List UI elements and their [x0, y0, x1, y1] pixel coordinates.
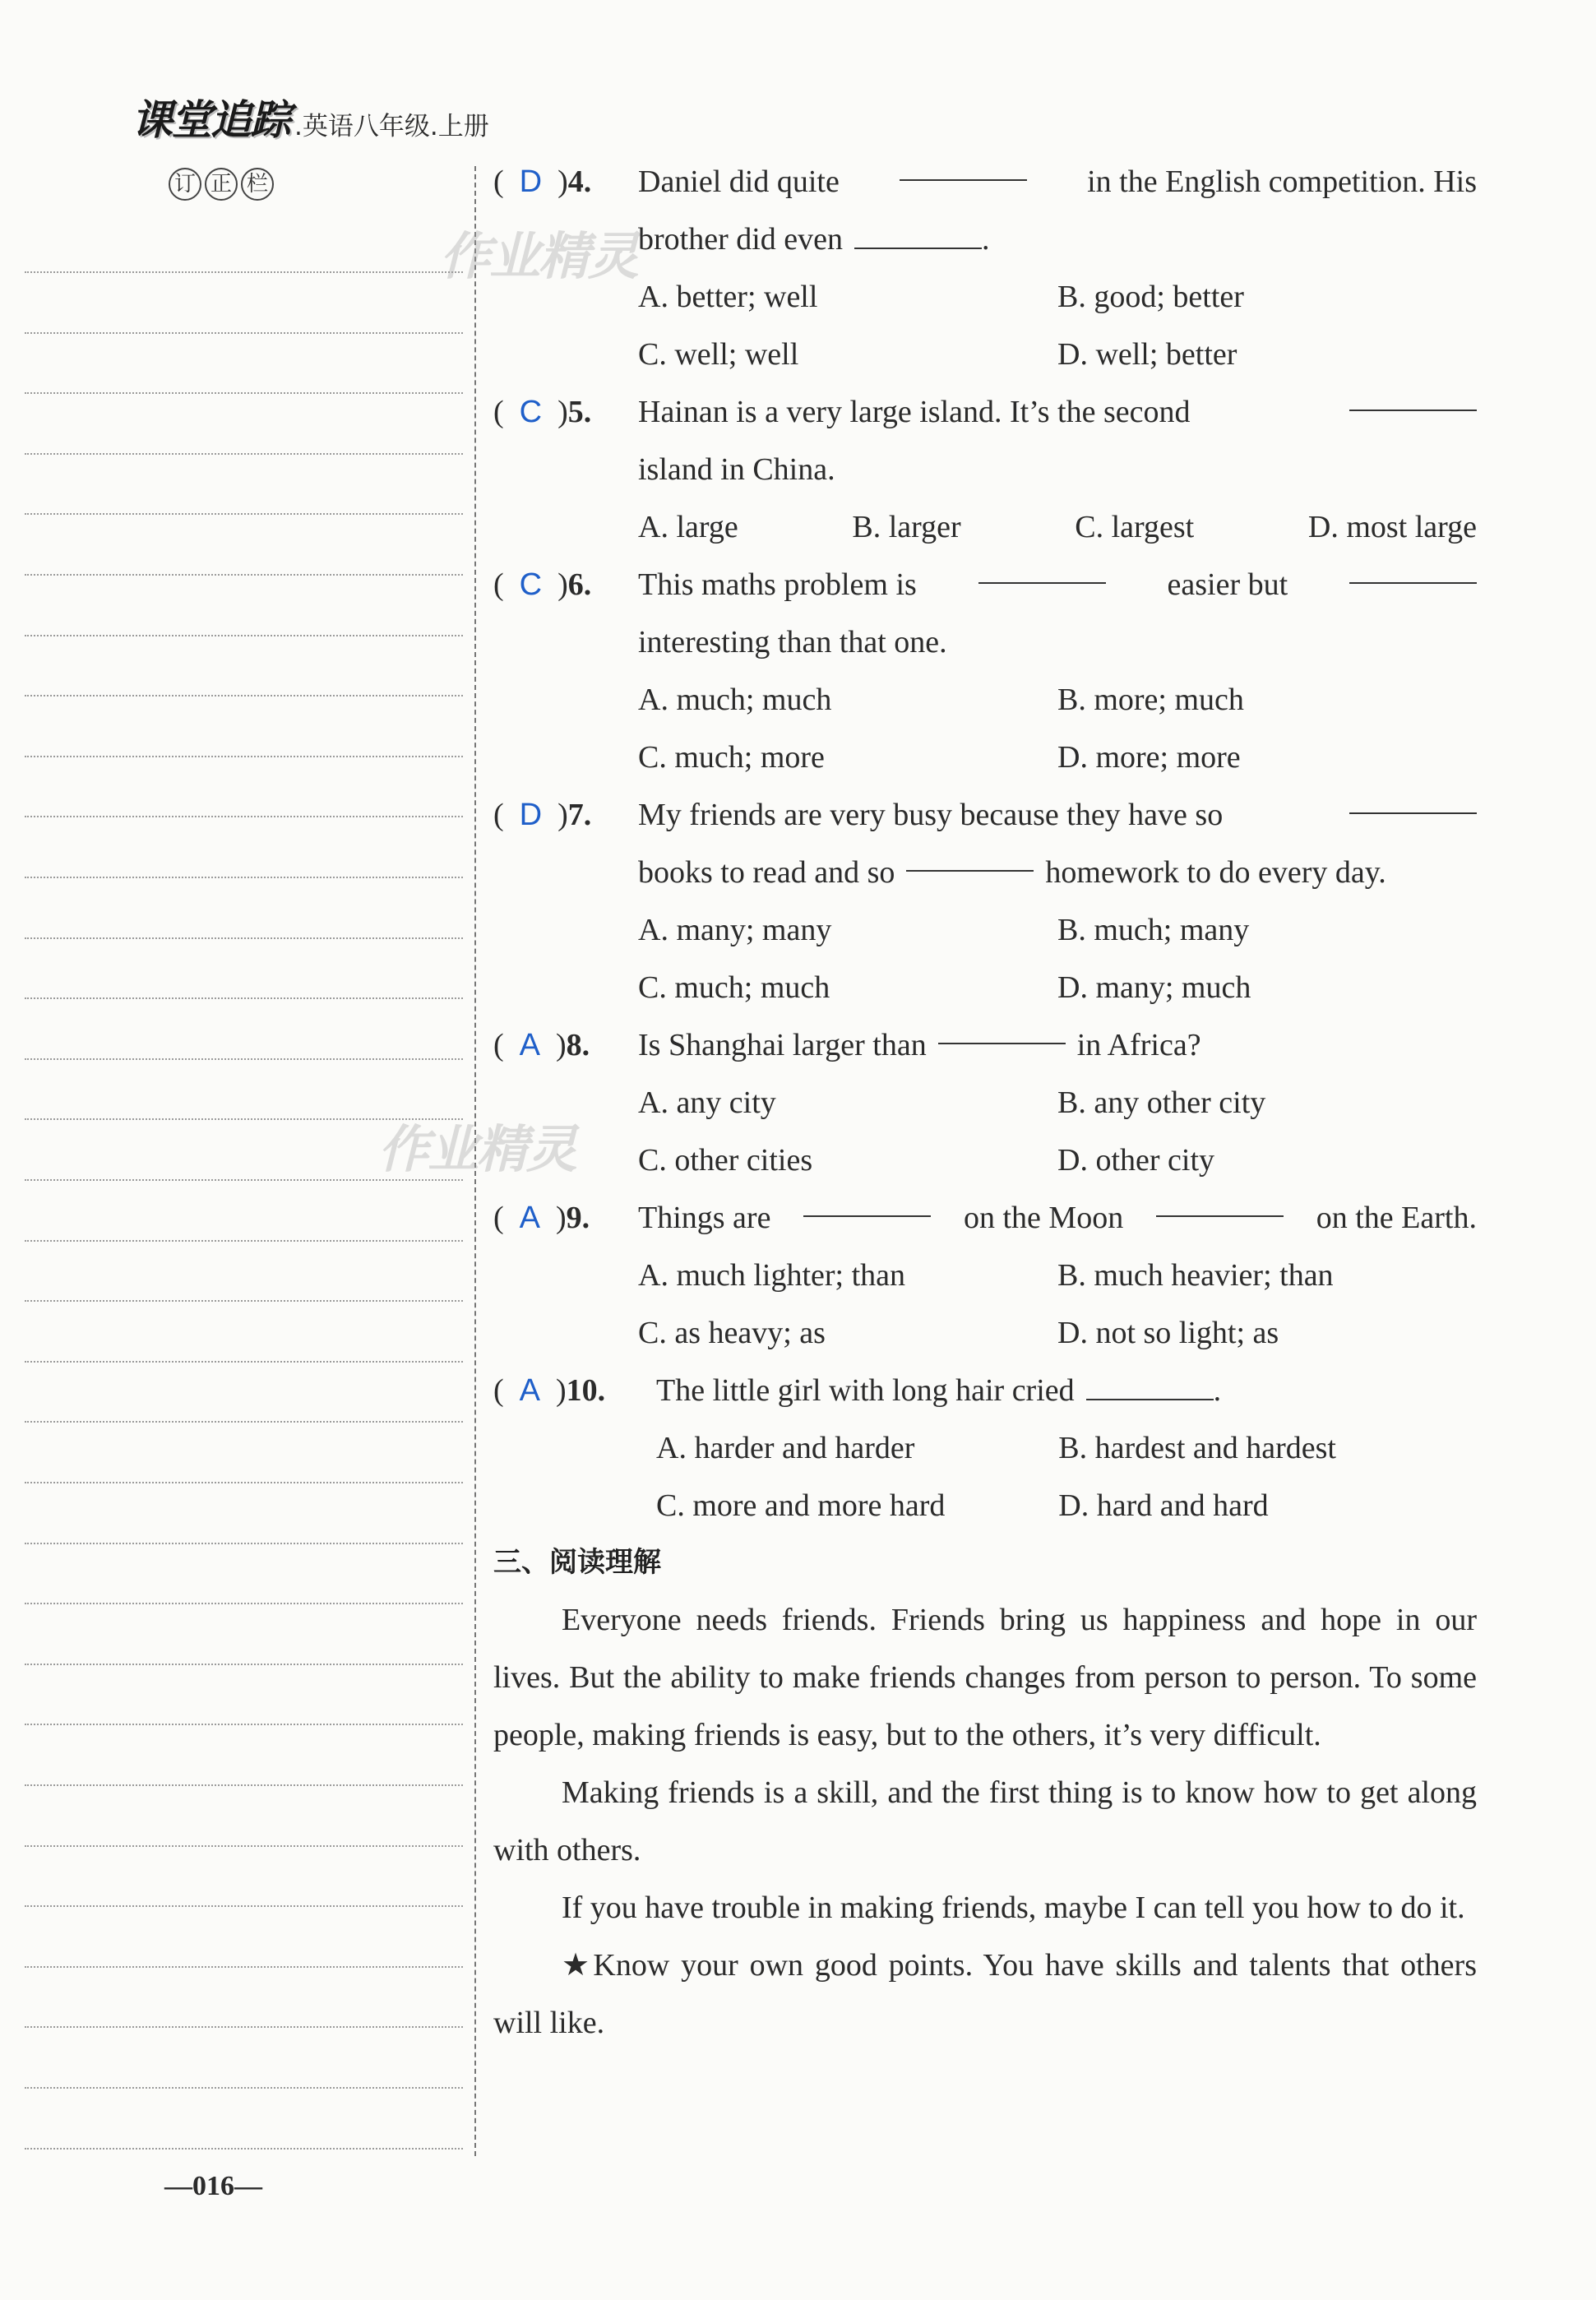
correction-line	[25, 695, 463, 696]
option-a: A. large	[638, 510, 738, 544]
option-c: C. more and more hard	[656, 1488, 946, 1523]
answer-blank	[1349, 786, 1477, 814]
question-stem-cont	[638, 441, 1477, 498]
option-d: D. many; much	[1057, 970, 1251, 1005]
correction-line	[25, 513, 463, 515]
answer-letter: A	[519, 1028, 541, 1062]
reading-passage	[493, 1591, 1477, 2052]
option-c: C. much; much	[638, 970, 830, 1005]
correction-line	[25, 997, 463, 999]
question-body	[656, 1362, 1478, 1534]
stem-text: This maths problem is	[638, 567, 917, 602]
stem-text: Things are	[638, 1201, 771, 1235]
title-char: 订	[169, 168, 201, 201]
question-body	[638, 786, 1477, 1016]
question-number: 10.	[566, 1373, 606, 1408]
question-body	[638, 1016, 1477, 1189]
stem-text: interesting than that one.	[638, 625, 947, 659]
correction-line	[25, 1966, 463, 1968]
correction-line	[25, 1058, 463, 1060]
answer-blank	[906, 844, 1034, 872]
answer-letter: A	[519, 1201, 541, 1235]
answer-blank	[978, 556, 1106, 584]
correction-line	[25, 574, 463, 576]
option-b: B. much heavier; than	[1057, 1258, 1334, 1293]
options-row	[638, 1304, 1477, 1362]
answer-paren: ( C )5.	[493, 395, 592, 429]
option-b: B. more; much	[1057, 683, 1244, 717]
correction-line	[25, 1724, 463, 1725]
option-a: A. better; well	[638, 280, 818, 314]
answer-paren: ( A )10.	[493, 1373, 606, 1408]
options-row	[638, 729, 1477, 786]
stem-text: island in China.	[638, 452, 835, 487]
options-row	[638, 671, 1477, 729]
page-header	[132, 89, 489, 146]
page-number: —016—	[164, 2171, 262, 2201]
correction-line	[25, 1603, 463, 1604]
options-row	[638, 1247, 1477, 1304]
stem-text: My friends are very busy because they have so	[638, 798, 1224, 832]
option-d: D. more; more	[1057, 740, 1241, 775]
question-number: 9.	[566, 1201, 590, 1235]
answer-paren: ( A )9.	[493, 1201, 590, 1235]
question-body	[638, 1189, 1477, 1362]
answer-letter: C	[519, 395, 543, 429]
option-c: C. largest	[1075, 510, 1195, 544]
correction-line	[25, 1482, 463, 1483]
watermark: 作业精灵	[378, 1119, 576, 1179]
question-body	[638, 153, 1477, 383]
options-row	[638, 1074, 1477, 1131]
question-number: 4.	[567, 164, 592, 199]
options-row	[638, 326, 1477, 383]
answer-blank	[900, 153, 1027, 181]
correction-line	[25, 392, 463, 394]
option-b: B. much; many	[1057, 913, 1250, 947]
correction-line	[25, 1300, 463, 1302]
correction-line	[25, 756, 463, 757]
correction-line	[25, 816, 463, 817]
option-a: A. much lighter; than	[638, 1258, 906, 1293]
options-row	[638, 268, 1477, 326]
passage-paragraph: Everyone needs friends. Friends bring us happiness and hope in our lives. But the ability to make friends changes from person to person. To some people, making friends is easy, but to the others, it’s very difficult.	[493, 1603, 1477, 1752]
question-stem	[656, 1362, 1478, 1419]
stem-text: brother did even	[638, 222, 844, 257]
answer-blank	[854, 221, 982, 249]
correction-column-title	[169, 168, 274, 201]
option-d: D. hard and hard	[1058, 1488, 1269, 1523]
correction-line	[25, 1845, 463, 1847]
answer-letter: D	[519, 798, 543, 832]
correction-line	[25, 1905, 463, 1907]
correction-line	[25, 1361, 463, 1363]
stem-text: Daniel did quite	[638, 164, 840, 199]
option-b: B. larger	[852, 510, 961, 544]
stem-text: .	[1213, 1373, 1222, 1408]
option-b: B. hardest and hardest	[1058, 1431, 1336, 1465]
correction-line	[25, 2148, 463, 2150]
question-number: 6.	[567, 567, 592, 602]
correction-line	[25, 937, 463, 939]
option-b: B. good; better	[1057, 280, 1244, 314]
title-char: 栏	[241, 168, 274, 201]
answer-letter: A	[519, 1373, 541, 1408]
answer-blank	[1349, 383, 1477, 411]
answer-paren: ( C )6.	[493, 567, 592, 602]
correction-line	[25, 1664, 463, 1665]
stem-text: Is Shanghai larger than	[638, 1028, 927, 1062]
question-stem-cont	[638, 211, 1477, 268]
correction-line	[25, 271, 463, 273]
passage-paragraph: If you have trouble in making friends, maybe I can tell you how to do it.	[562, 1890, 1465, 1925]
answer-blank	[1349, 556, 1477, 584]
question-stem	[638, 1016, 1477, 1074]
option-d: D. other city	[1057, 1143, 1215, 1178]
question-stem	[638, 153, 1477, 211]
question-body	[638, 556, 1477, 786]
option-d: D. not so light; as	[1057, 1316, 1279, 1350]
stem-text: Hainan is a very large island. It’s the second	[638, 395, 1191, 429]
stem-text: .	[982, 222, 990, 257]
option-c: C. as heavy; as	[638, 1316, 826, 1350]
question-stem	[638, 1189, 1477, 1247]
answer-letter: D	[519, 164, 543, 199]
option-d: D. most large	[1307, 510, 1477, 544]
correction-line	[25, 332, 463, 334]
correction-line	[25, 1543, 463, 1544]
answer-letter: C	[519, 567, 543, 602]
answer-blank	[1086, 1372, 1214, 1400]
stem-text: homework to do every day.	[1045, 855, 1386, 890]
stem-text: in Africa?	[1076, 1028, 1201, 1062]
book-subtitle: .英语八年级.上册	[294, 112, 489, 141]
options-row	[638, 959, 1477, 1016]
stem-text: The little girl with long hair cried	[656, 1373, 1075, 1408]
correction-line	[25, 2087, 463, 2089]
option-a: A. many; many	[638, 913, 832, 947]
option-d: D. well; better	[1057, 337, 1237, 372]
option-a: A. much; much	[638, 683, 832, 717]
answer-paren: ( D )7.	[493, 798, 592, 832]
option-b: B. any other city	[1057, 1085, 1266, 1120]
stem-text: books to read and so	[638, 855, 895, 890]
correction-line	[25, 635, 463, 636]
stem-text: on the Earth.	[1316, 1201, 1477, 1235]
passage-paragraph: Making friends is a skill, and the first thing is to know how to get along with others.	[493, 1775, 1477, 1867]
answer-paren: ( A )8.	[493, 1028, 590, 1062]
correction-line	[25, 1784, 463, 1786]
answer-blank	[938, 1016, 1066, 1044]
question-number: 7.	[567, 798, 592, 832]
option-c: C. much; more	[638, 740, 825, 775]
title-char: 正	[205, 168, 238, 201]
question-stem	[638, 786, 1477, 844]
question-stem-cont	[638, 613, 1477, 671]
option-a: A. any city	[638, 1085, 776, 1120]
options-row	[656, 1477, 1478, 1534]
options-row	[638, 1131, 1477, 1189]
option-c: C. well; well	[638, 337, 799, 372]
stem-text: on the Moon	[963, 1201, 1124, 1235]
question-stem	[638, 383, 1477, 441]
options-row	[638, 498, 1477, 556]
option-a: A. harder and harder	[656, 1431, 915, 1465]
question-number: 8.	[566, 1028, 590, 1062]
section-title: 三、阅读理解	[493, 1546, 661, 1579]
question-stem-cont	[638, 844, 1477, 901]
question-number: 5.	[567, 395, 592, 429]
passage-paragraph: ★Know your own good points. You have skills and talents that others will like.	[493, 1948, 1477, 2040]
correction-line	[25, 1240, 463, 1242]
correction-line	[25, 877, 463, 878]
correction-line	[25, 2026, 463, 2028]
question-stem	[638, 556, 1477, 613]
answer-blank	[1156, 1189, 1284, 1217]
answer-paren: ( D )4.	[493, 164, 592, 199]
answer-blank	[803, 1189, 931, 1217]
watermark: 作业精灵	[440, 226, 638, 286]
stem-text: in the English competition. His	[1087, 164, 1477, 199]
brand-logo: 课堂追踪	[132, 96, 289, 144]
correction-line	[25, 453, 463, 455]
question-body	[638, 383, 1477, 556]
correction-line	[25, 1421, 463, 1423]
option-c: C. other cities	[638, 1143, 813, 1178]
stem-text: easier but	[1167, 567, 1288, 602]
options-row	[638, 901, 1477, 959]
options-row	[656, 1419, 1478, 1477]
